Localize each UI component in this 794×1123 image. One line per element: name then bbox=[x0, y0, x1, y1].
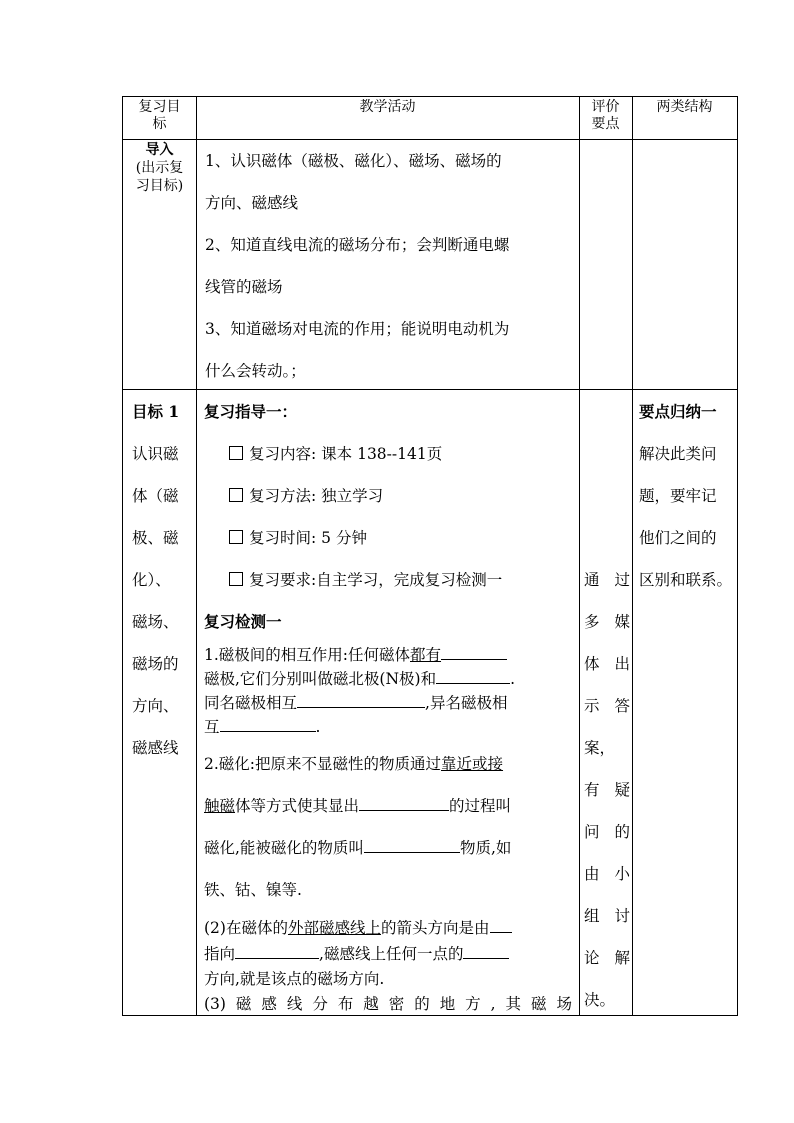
answer-blank bbox=[220, 717, 316, 732]
q-text: ,异名磁极相 bbox=[425, 694, 508, 712]
guide-item bbox=[204, 475, 576, 517]
goal-line: 磁感线 bbox=[132, 739, 179, 757]
q-text: 磁极,它们分别叫做磁北极(N极)和 bbox=[204, 670, 437, 688]
structure-line: 解决此类问 bbox=[639, 445, 717, 463]
goal-line: 认识磁 bbox=[132, 445, 179, 463]
question-3 bbox=[204, 911, 576, 991]
q2-line bbox=[204, 869, 302, 911]
eval-line: 组讨 bbox=[584, 907, 630, 925]
goal-line: 极、磁 bbox=[132, 529, 179, 547]
q-text: . bbox=[315, 718, 321, 736]
q-text: ,磁感线上任何一点的 bbox=[319, 945, 464, 963]
goal-title: 目标 1 bbox=[132, 402, 180, 421]
objective-line: 2、知道直线电流的磁场分布；会判断通电螺 bbox=[205, 236, 510, 254]
header-goal bbox=[123, 99, 196, 133]
table-divider bbox=[632, 97, 633, 1015]
goal-line: 化）、 bbox=[132, 571, 171, 589]
header-text: 要点 bbox=[591, 116, 620, 132]
question-2 bbox=[204, 743, 576, 911]
eval-line: 有疑 bbox=[584, 781, 630, 799]
header-text: 两类结构 bbox=[656, 99, 713, 115]
header-text: 复习目 bbox=[138, 99, 181, 115]
q3-line bbox=[204, 941, 509, 967]
q2-line bbox=[204, 827, 511, 869]
intro-sub: 习目标) bbox=[135, 178, 184, 194]
header-activity bbox=[196, 99, 579, 116]
q4-line: (3)磁感线分布越密的地方,其磁场 bbox=[204, 995, 572, 1013]
q2-line bbox=[204, 785, 511, 827]
header-text: 教学活动 bbox=[359, 99, 416, 115]
q1-line bbox=[204, 715, 320, 739]
intro-label bbox=[123, 141, 196, 195]
structure-line: 区别和联系。 bbox=[639, 571, 733, 589]
objective-line: 什么会转动。； bbox=[205, 362, 306, 380]
q-text: 铁、钴、镍等. bbox=[204, 881, 302, 899]
header-structure bbox=[632, 99, 737, 116]
lesson-table bbox=[122, 96, 738, 1016]
goal-cell bbox=[132, 391, 194, 769]
guide-item bbox=[204, 559, 576, 601]
answer-blank bbox=[441, 645, 507, 660]
goal-line: 磁场、 bbox=[132, 613, 179, 631]
q-text: 的过程叫 bbox=[449, 797, 512, 815]
activity-cell bbox=[204, 391, 576, 1017]
q-text: 2.磁化:把原来不显磁性的物质通过 bbox=[204, 755, 442, 773]
q-text: 1.磁极间的相互作用:任何磁体 bbox=[204, 646, 411, 664]
guide-item-text: 复习要求:自主学习，完成复习检测一 bbox=[249, 571, 503, 589]
q3-line bbox=[204, 967, 384, 991]
eval-line: 案， bbox=[584, 739, 616, 757]
checkbox-icon bbox=[229, 530, 243, 544]
guide-item-text: 复习时间: 5 分钟 bbox=[249, 529, 367, 547]
answer-blank bbox=[463, 944, 509, 959]
goal-line: 体（磁 bbox=[132, 487, 179, 505]
q-text: 的箭头方向是由 bbox=[380, 919, 490, 937]
goal-line: 磁场的 bbox=[132, 655, 179, 673]
answer-blank bbox=[297, 693, 425, 708]
q-text: 外部磁感线上 bbox=[287, 919, 381, 937]
header-eval bbox=[579, 99, 632, 133]
answer-blank bbox=[490, 918, 512, 933]
answer-blank bbox=[235, 944, 319, 959]
objective-line: 1、认识磁体（磁极、磁化）、磁场、磁场的 bbox=[205, 152, 502, 170]
eval-line: 论解 bbox=[584, 949, 630, 967]
objective-line: 方向、磁感线 bbox=[205, 194, 299, 212]
eval-line: 示答 bbox=[584, 697, 630, 715]
q3-line bbox=[204, 915, 512, 941]
eval-cell bbox=[584, 559, 630, 1021]
guide-item bbox=[204, 517, 576, 559]
q2-line bbox=[204, 743, 503, 785]
q1-line bbox=[204, 691, 507, 715]
eval-line: 多媒 bbox=[584, 613, 630, 631]
checkbox-icon bbox=[229, 446, 243, 460]
eval-line: 通过 bbox=[584, 571, 630, 589]
structure-title: 要点归纳一 bbox=[639, 402, 717, 421]
header-text: 评价 bbox=[591, 99, 620, 115]
guide-title: 复习指导一： bbox=[204, 402, 298, 421]
answer-blank bbox=[436, 669, 510, 684]
checkbox-icon bbox=[229, 488, 243, 502]
answer-blank bbox=[364, 838, 460, 853]
eval-line: 问的 bbox=[584, 823, 630, 841]
header-text: 标 bbox=[152, 116, 167, 132]
q-text: 同名磁极相互 bbox=[204, 694, 298, 712]
objective-line: 线管的磁场 bbox=[205, 278, 283, 296]
eval-line: 体出 bbox=[584, 655, 630, 673]
q-text: 体等方式使其显出 bbox=[235, 797, 360, 815]
intro-sub: (出示复 bbox=[135, 160, 184, 176]
q-text: 方向,就是该点的磁场方向. bbox=[204, 970, 385, 988]
intro-title: 导入 bbox=[145, 142, 174, 158]
structure-cell bbox=[639, 391, 739, 601]
eval-line: 决。 bbox=[584, 991, 616, 1009]
question-1 bbox=[204, 643, 576, 743]
intro-objectives bbox=[205, 140, 575, 392]
goal-line: 方向、 bbox=[132, 697, 179, 715]
table-divider bbox=[196, 97, 197, 1015]
q-text: 互 bbox=[204, 718, 220, 736]
q-text: 靠近或接 bbox=[441, 755, 504, 773]
q1-line bbox=[204, 667, 515, 691]
structure-line: 题，要牢记 bbox=[639, 487, 717, 505]
q1-line bbox=[204, 643, 507, 667]
q-text: 触磁 bbox=[204, 797, 236, 815]
checkbox-icon bbox=[229, 572, 243, 586]
structure-line: 他们之间的 bbox=[639, 529, 717, 547]
guide-item-text: 复习方法: 独立学习 bbox=[249, 487, 384, 505]
q-text: . bbox=[510, 670, 516, 688]
table-divider bbox=[579, 97, 580, 1015]
q-text: 磁化,能被磁化的物质叫 bbox=[204, 839, 364, 857]
q-text: 物质,如 bbox=[459, 839, 512, 857]
q-text: (2)在磁体的 bbox=[204, 919, 288, 937]
answer-blank bbox=[359, 796, 449, 811]
q-text: 指向 bbox=[204, 945, 236, 963]
guide-item-text: 复习内容: 课本 138--141页 bbox=[249, 445, 443, 463]
objective-line: 3、知道磁场对电流的作用；能说明电动机为 bbox=[205, 320, 510, 338]
eval-line: 由小 bbox=[584, 865, 630, 883]
test-title: 复习检测一 bbox=[204, 612, 282, 631]
guide-item bbox=[204, 433, 576, 475]
q-text: 都有 bbox=[410, 646, 442, 664]
